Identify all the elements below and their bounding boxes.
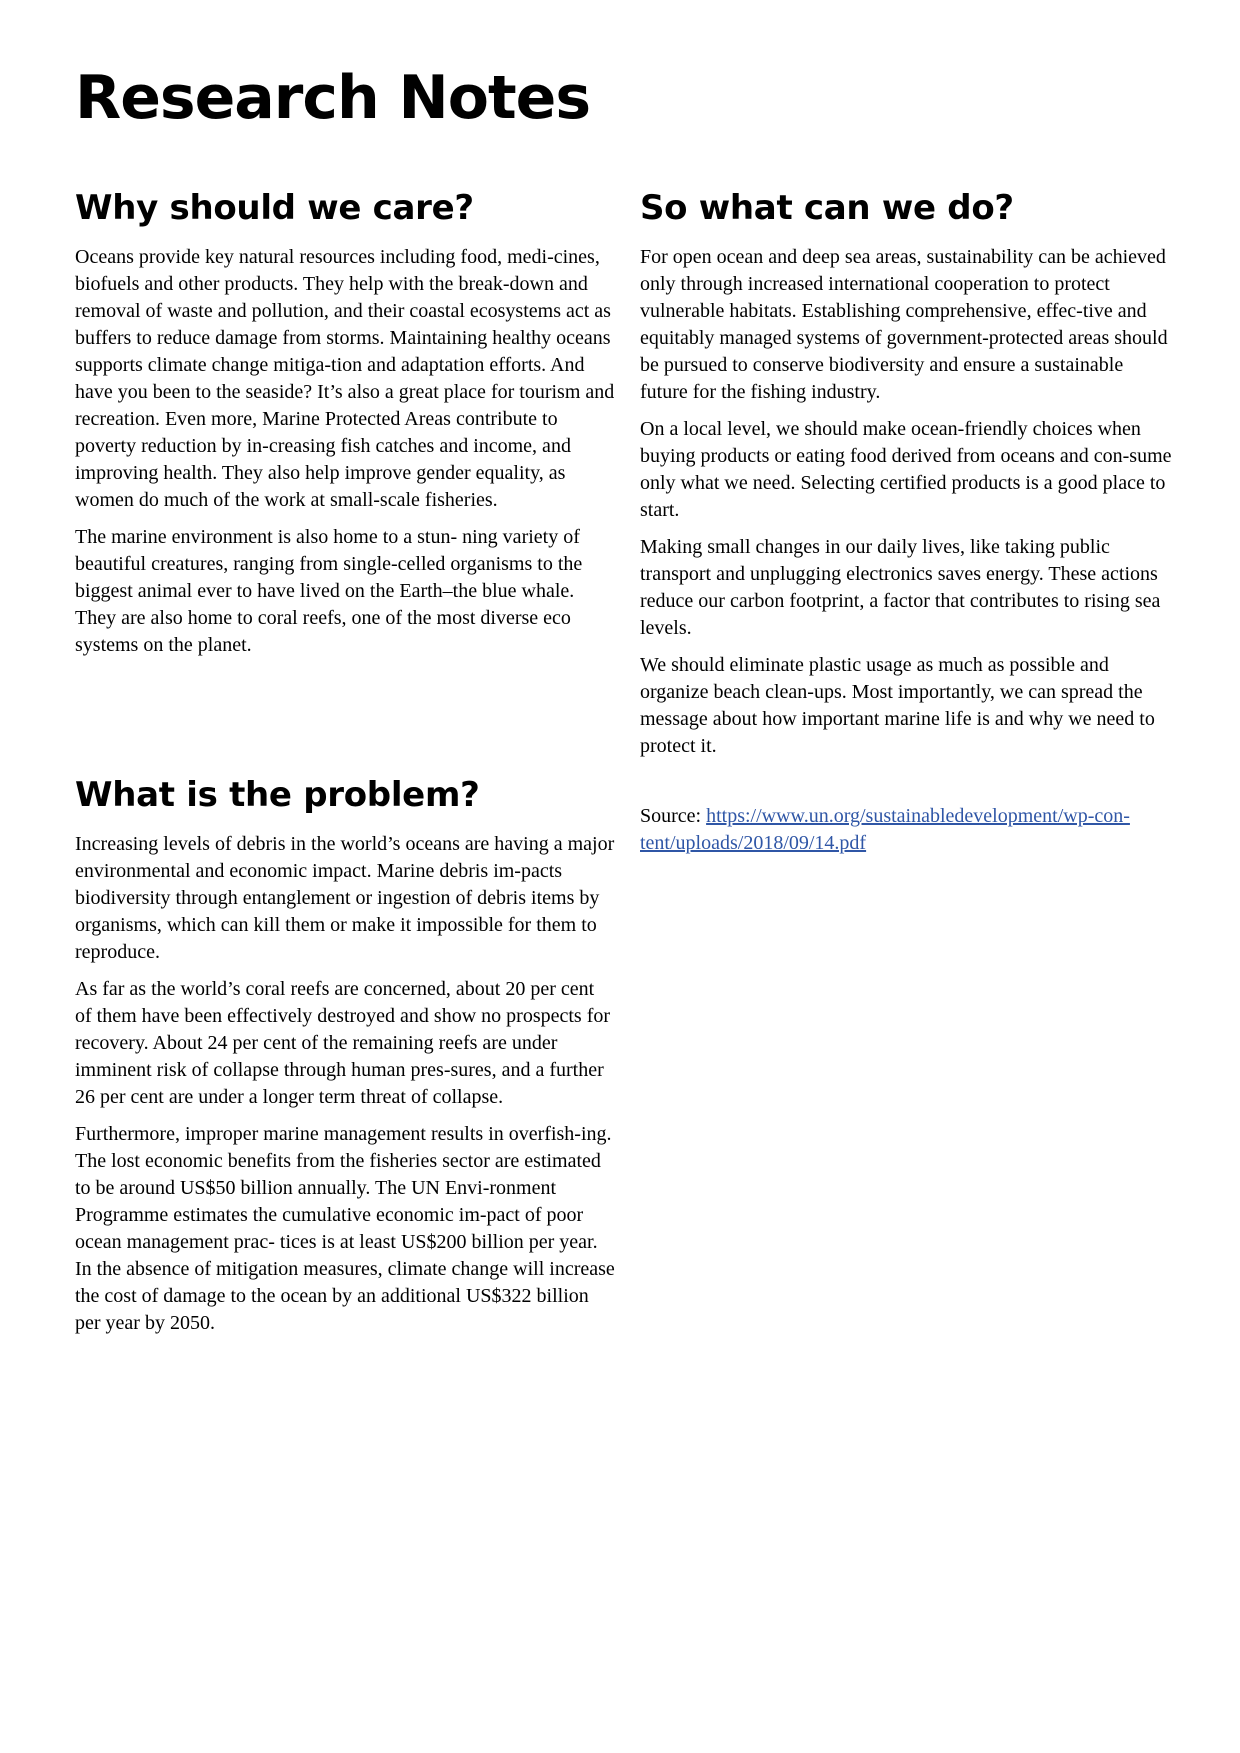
paragraph: We should eliminate plastic usage as much as possible and organize beach clean-ups. Most importantly, we can spread the message about how important marine life is and why we need to protect it. [640, 654, 1155, 757]
paragraph: Furthermore, improper marine management results in overfish-ing. The lost economic benefits from the fisheries sector are estimated to be around US$50 billion annually. The UN Envi-ronment Programme estimates the cumulative economic im-pact of poor ocean management prac- tices is at least US$200 billion per year. In the absence of mitigation measures, climate change will increase the cost of damage to the ocean by an additional US$322 billion per year by 2050. [75, 1123, 615, 1334]
paragraph: Making small changes in our daily lives, like taking public transport and unplugging electronics saves energy. These actions reduce our carbon footprint, a factor that contributes to rising sea levels. [640, 536, 1161, 639]
source-label: Source: [640, 805, 707, 827]
section-what-problem [75, 773, 615, 1347]
section-why-care [75, 186, 615, 669]
paragraph: Oceans provide key natural resources including food, medi-cines, biofuels and other products. They help with the break-down and removal of waste and pollution, and their coastal ecosystems act as buffers to reduce damage from storms. Maintaining healthy oceans supports climate change mitiga-tion and adaptation efforts. And have you been to the seaside? It’s also a great place for tourism and recreation. Even more, Marine Protected Areas contribute to poverty reduction by in-creasing fish catches and income, and improving health. They also help improve gender equality, as women do much of the work at small-scale fisheries. [75, 246, 615, 511]
paragraph: Increasing levels of debris in the world’s oceans are having a major environmental and economic impact. Marine debris im-pacts biodiversity through entanglement or ingestion of debris items by organisms, which can kill them or make it impossible for them to reproduce. [75, 833, 615, 963]
section-heading: So what can we do? [640, 188, 1014, 228]
paragraph: As far as the world’s coral reefs are concerned, about 20 per cent of them have been effectively destroyed and show no prospects for recovery. About 24 per cent of the remaining reefs are under imminent risk of collapse through human pres-sures, and a further 26 per cent are under a longer term threat of collapse. [75, 978, 611, 1108]
page-title: Research Notes [75, 63, 591, 133]
section-what-can-we-do [640, 186, 1175, 770]
paragraph: On a local level, we should make ocean-friendly choices when buying products or eating food derived from oceans and con-sume only what we need. Selecting certified products is a good place to start. [640, 418, 1172, 521]
section-heading: What is the problem? [75, 775, 480, 815]
paragraph: The marine environment is also home to a stun- ning variety of beautiful creatures, ranging from single-celled organisms to the biggest animal ever to have lived on the Earth–the blue whale. They are also home to coral reefs, one of the most diverse eco systems on the planet. [75, 526, 583, 656]
source-link[interactable]: https://www.un.org/sustainabledevelopment/wp-con-tent/uploads/2018/09/14.pdf [640, 805, 1130, 854]
paragraph: For open ocean and deep sea areas, sustainability can be achieved only through increased international cooperation to protect vulnerable habitats. Establishing comprehensive, effec-tive and equitably managed systems of government-protected areas should be pursued to conserve biodiversity and ensure a sustainable future for the fishing industry. [640, 246, 1168, 403]
section-heading: Why should we care? [75, 188, 474, 228]
source-citation [640, 803, 1180, 857]
